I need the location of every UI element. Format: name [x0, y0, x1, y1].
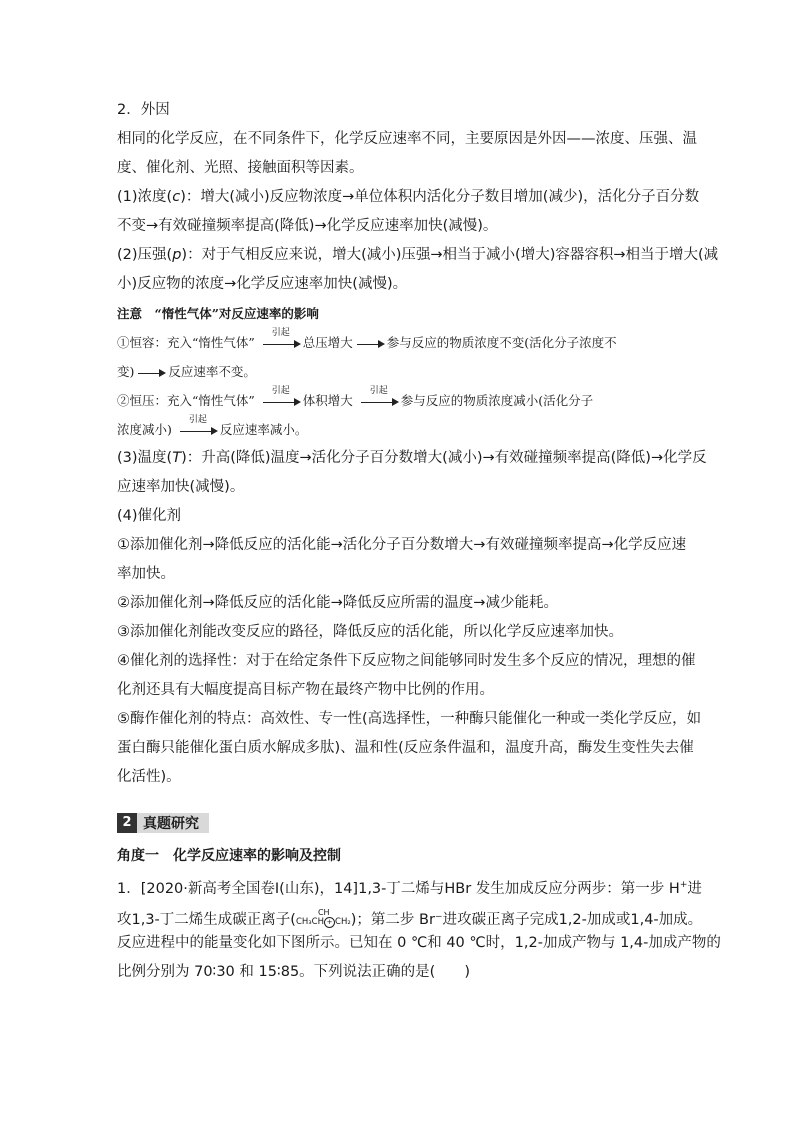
temperature-paragraph: (3)温度(T)：升高(降低)温度→活化分子百分数增大(减小)→有效碰撞频率提高(降低)→化学反: [117, 450, 707, 466]
pressure-paragraph-cont: 小)反应物的浓度→化学反应速率加快(减慢)。: [117, 276, 408, 292]
question-1-line: 反应进程中的能量变化如下图所示。已知在 0 ℃和 40 ℃时，1,2-加成产物与 1,4-加成产物的: [117, 935, 721, 951]
section-number: 2: [117, 813, 137, 833]
pressure-paragraph: (2)压强(p)：对于气相反应来说，增大(减小)压强→相当于减小(增大)容器容积→相当于增大(减: [117, 247, 719, 263]
temperature-paragraph-cont: 应速率加快(减慢)。: [117, 479, 245, 495]
carbocation-formula: CH CH₃CH + CH₂: [295, 908, 351, 927]
catalyst-line: 蛋白酶只能催化蛋白质水解成多肽)、温和性(反应条件温和，温度升高，酶发生变性失去催: [117, 740, 694, 756]
catalyst-line: 化剂还具有大幅度提高目标产物在最终产物中比例的作用。: [117, 682, 494, 698]
catalyst-line: 化活性)。: [117, 769, 181, 785]
catalyst-line: ④催化剂的选择性：对于在给定条件下反应物之间能够同时发生多个反应的情况，理想的催: [117, 653, 696, 669]
question-1-line: 1．[2020·新高考全国卷Ⅰ(山东)，14]1,3-丁二烯与HBr 发生加成反应分两步：第一步 H+进: [117, 880, 702, 897]
concentration-paragraph: (1)浓度(c)：增大(减小)反应物浓度→单位体积内活化分子数目增加(减少)，活化分子百分数: [117, 189, 700, 205]
question-1-line: 攻1,3-丁二烯生成碳正离子( CH CH₃CH + CH₂)；第二步 Br⁻进攻碳正离子完成1,2-加成或1,4-加成。: [117, 900, 685, 929]
note-item-constant-pressure-cont: 浓度减小) 引起 反应速率减小。: [117, 414, 308, 437]
note-item-constant-volume-cont: 变) 反应速率不变。: [117, 364, 256, 379]
section-title: 真题研究: [143, 816, 199, 832]
intro-line: 相同的化学反应，在不同条件下，化学反应速率不同，主要原因是外因——浓度、压强、温: [117, 131, 697, 147]
angle-heading: 角度一 化学反应速率的影响及控制: [117, 848, 341, 864]
arrow-icon: 引起: [359, 395, 399, 409]
arrow-icon: [136, 366, 166, 380]
catalyst-line: ③添加催化剂能改变反应的路径，降低反应的活化能，所以化学反应速率加快。: [117, 624, 623, 640]
document-body: [117, 96, 721, 987]
catalyst-heading: (4)催化剂: [117, 508, 182, 524]
arrow-icon: 引起: [178, 424, 218, 438]
concentration-paragraph-cont: 不变→有效碰撞频率提高(降低)→化学反应速率加快(减慢)。: [117, 218, 498, 234]
note-item-constant-volume: ①恒容：充入“惰性气体” 引起 总压增大 参与反应的物质浓度不变(活化分子浓度不: [117, 327, 617, 350]
section-heading-research: [117, 812, 685, 834]
arrow-icon: [355, 337, 385, 351]
section-heading-external: 2．外因: [117, 102, 170, 118]
catalyst-line: ①添加催化剂→降低反应的活化能→活化分子百分数增大→有效碰撞频率提高→化学反应速: [117, 537, 687, 553]
arrow-icon: 引起: [261, 337, 301, 351]
section-badge: [117, 813, 209, 833]
note-item-constant-pressure: ②恒压：充入“惰性气体” 引起 体积增大 引起 参与反应的物质浓度减小(活化分子: [117, 385, 594, 408]
catalyst-line: ②添加催化剂→降低反应的活化能→降低反应所需的温度→减少能耗。: [117, 595, 558, 611]
question-1-line: 比例分别为 70∶30 和 15∶85。下列说法正确的是( ): [117, 964, 470, 980]
catalyst-line: 率加快。: [117, 566, 175, 582]
arrow-icon: 引起: [261, 395, 301, 409]
catalyst-line: ⑤酶作催化剂的特点：高效性、专一性(高选择性，一种酶只能催化一种或一类化学反应，如: [117, 711, 702, 727]
note-title: 注意 “惰性气体”对反应速率的影响: [117, 306, 319, 321]
intro-line: 度、催化剂、光照、接触面积等因素。: [117, 160, 364, 176]
